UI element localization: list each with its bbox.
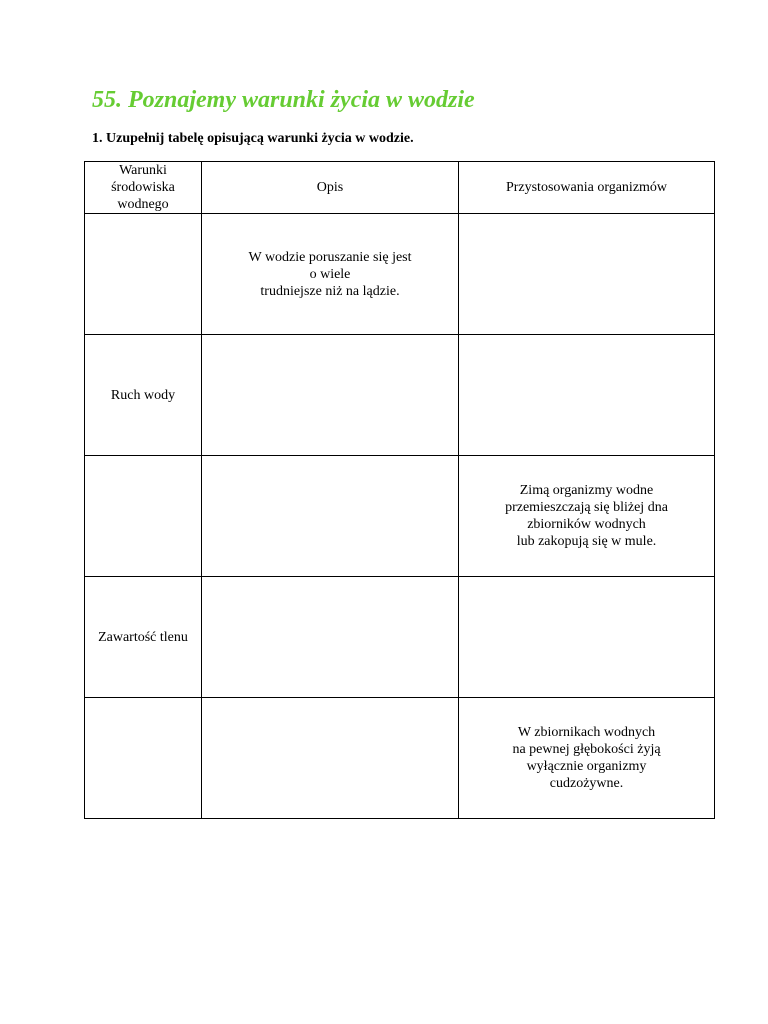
page-title: 55. Poznajemy warunki życia w wodzie xyxy=(92,87,475,113)
table-cell-condition[interactable]: Ruch wody xyxy=(85,335,202,456)
table-cell-condition[interactable]: Zawartość tlenu xyxy=(85,577,202,698)
conditions-table xyxy=(84,161,715,819)
table-cell-description[interactable] xyxy=(202,335,459,456)
table-cell-adaptation[interactable] xyxy=(459,577,715,698)
header-cell-conditions: Warunki środowiska wodnego xyxy=(85,162,202,214)
table-cell-condition[interactable] xyxy=(85,698,202,819)
table-row xyxy=(85,335,715,456)
task-instruction: 1. Uzupełnij tabelę opisującą warunki życia w wodzie. xyxy=(92,131,414,146)
table-row xyxy=(85,214,715,335)
table-cell-description[interactable] xyxy=(202,456,459,577)
table-cell-adaptation[interactable] xyxy=(459,335,715,456)
table-cell-adaptation[interactable] xyxy=(459,214,715,335)
table-cell-description[interactable] xyxy=(202,698,459,819)
table-cell-condition[interactable] xyxy=(85,456,202,577)
table-cell-description[interactable]: W wodzie poruszanie się jest o wiele trudniejsze niż na lądzie. xyxy=(202,214,459,335)
table-row xyxy=(85,577,715,698)
header-cell-description: Opis xyxy=(202,162,459,214)
table-cell-adaptation[interactable]: W zbiornikach wodnych na pewnej głębokości żyją wyłącznie organizmy cudzożywne. xyxy=(459,698,715,819)
table-row xyxy=(85,698,715,819)
header-cell-adaptations: Przystosowania organizmów xyxy=(459,162,715,214)
table-row xyxy=(85,456,715,577)
table-header-row xyxy=(85,162,715,214)
table-cell-condition[interactable] xyxy=(85,214,202,335)
table-cell-adaptation[interactable]: Zimą organizmy wodne przemieszczają się bliżej dna zbiorników wodnych lub zakopują się w mule. xyxy=(459,456,715,577)
table-cell-description[interactable] xyxy=(202,577,459,698)
